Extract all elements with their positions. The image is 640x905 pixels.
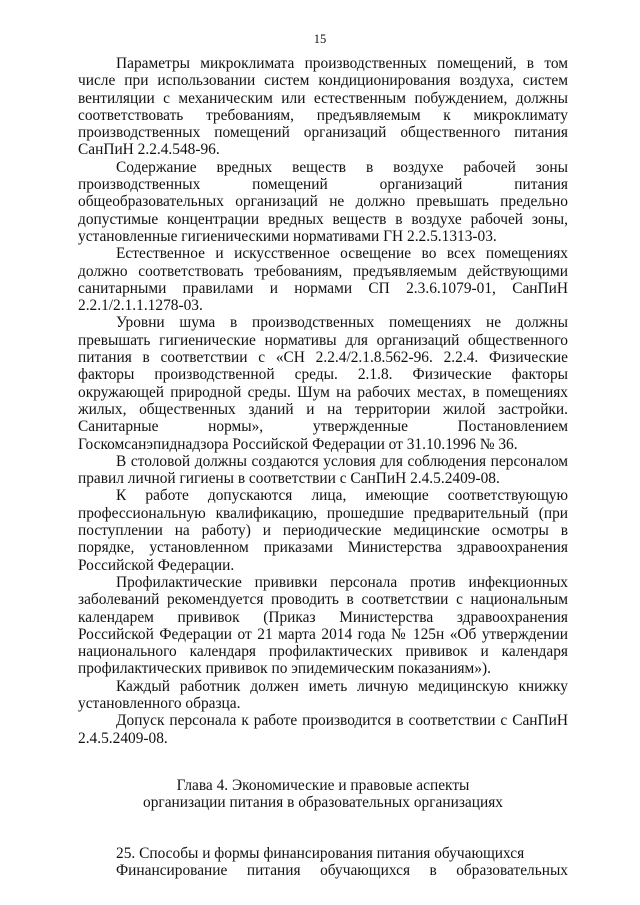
paragraph-lighting: Естественное и искусственное освещение во всех помещениях должно соответствовать требованиям, предъявляемым действующими санитарными правилами и нормами СП 2.3.6.1079-01, СанПиН 2.2.1/2.1.1.1278-03. (78, 245, 568, 315)
paragraph-financing-fragment: Финансирование питания обучающихся в образовательных (116, 862, 568, 880)
paragraph-hygiene: В столовой должны создаются условия для соблюдения персоналом правил личной гигиены в соответствии с СанПиН 2.4.5.2409-08. (78, 452, 568, 488)
document-body (78, 55, 568, 880)
paragraph-medical-book: Каждый работник должен иметь личную медицинскую книжку установленного образца. (78, 677, 568, 712)
paragraph-staff-admission: К работе допускаются лица, имеющие соответствующую профессиональную квалификацию, прошедшие предварительный (при поступлении на работу) и периодические медицинские осмотры в порядке, установленном приказами Министерства здравоохранения Российской Федерации. (78, 487, 568, 574)
chapter-title-line-1: Глава 4. Экономические и правовые аспекты (176, 776, 470, 794)
paragraph-noise: Уровни шума в производственных помещениях не должны превышать гигиенические нормативы для организаций общественного питания в соответствии с «СН 2.2.4/2.1.8.562-96. 2.2.4. Физические факторы производственной среды. 2.1.8. Физические факторы окружающей природной среды. Шум на рабочих местах, в помещениях жилых, общественных зданий и на территории жилой застройки. Санитарные нормы», утвержденные Постановлением Госкомсанэпиднадзора Российской Федерации от 31.10.1996 № 36. (78, 314, 568, 453)
chapter-title-line-2: организации питания в образовательных организациях (143, 794, 503, 812)
page-number: 15 (313, 32, 327, 46)
chapter-title (78, 777, 568, 812)
paragraph-microclimate: Параметры микроклимата производственных помещений, в том числе при использовании систем кондиционирования воздуха, систем вентиляции с механическим или естественным побуждением, должны соответствовать требованиям, предъявляемым к микроклимату производственных помещений организаций общественного питания СанПиН 2.2.4.548-96. (78, 55, 568, 159)
paragraph-work-permit: Допуск персонала к работе производится в соответствии с СанПиН 2.4.5.2409-08. (78, 712, 568, 747)
section-heading: 25. Способы и формы финансирования питания обучающихся (116, 845, 525, 863)
paragraph-harmful-substances: Содержание вредных веществ в воздухе рабочей зоны производственных помещений организаций питания общеобразовательных организаций не должно превышать предельно допустимые концентрации вредных веществ в воздухе рабочей зоны, установленные гигиеническими нормативами ГН 2.2.5.1313-03. (78, 158, 568, 245)
paragraph-vaccination: Профилактические прививки персонала против инфекционных заболеваний рекомендуется проводить в соответствии с национальным календарем прививок (Приказ Министерства здравоохранения Российской Федерации от 21 марта 2014 года № 125н «Об утверждении национального календаря профилактических прививок и календаря профилактических прививок по эпидемическим показаниям»). (78, 573, 568, 678)
